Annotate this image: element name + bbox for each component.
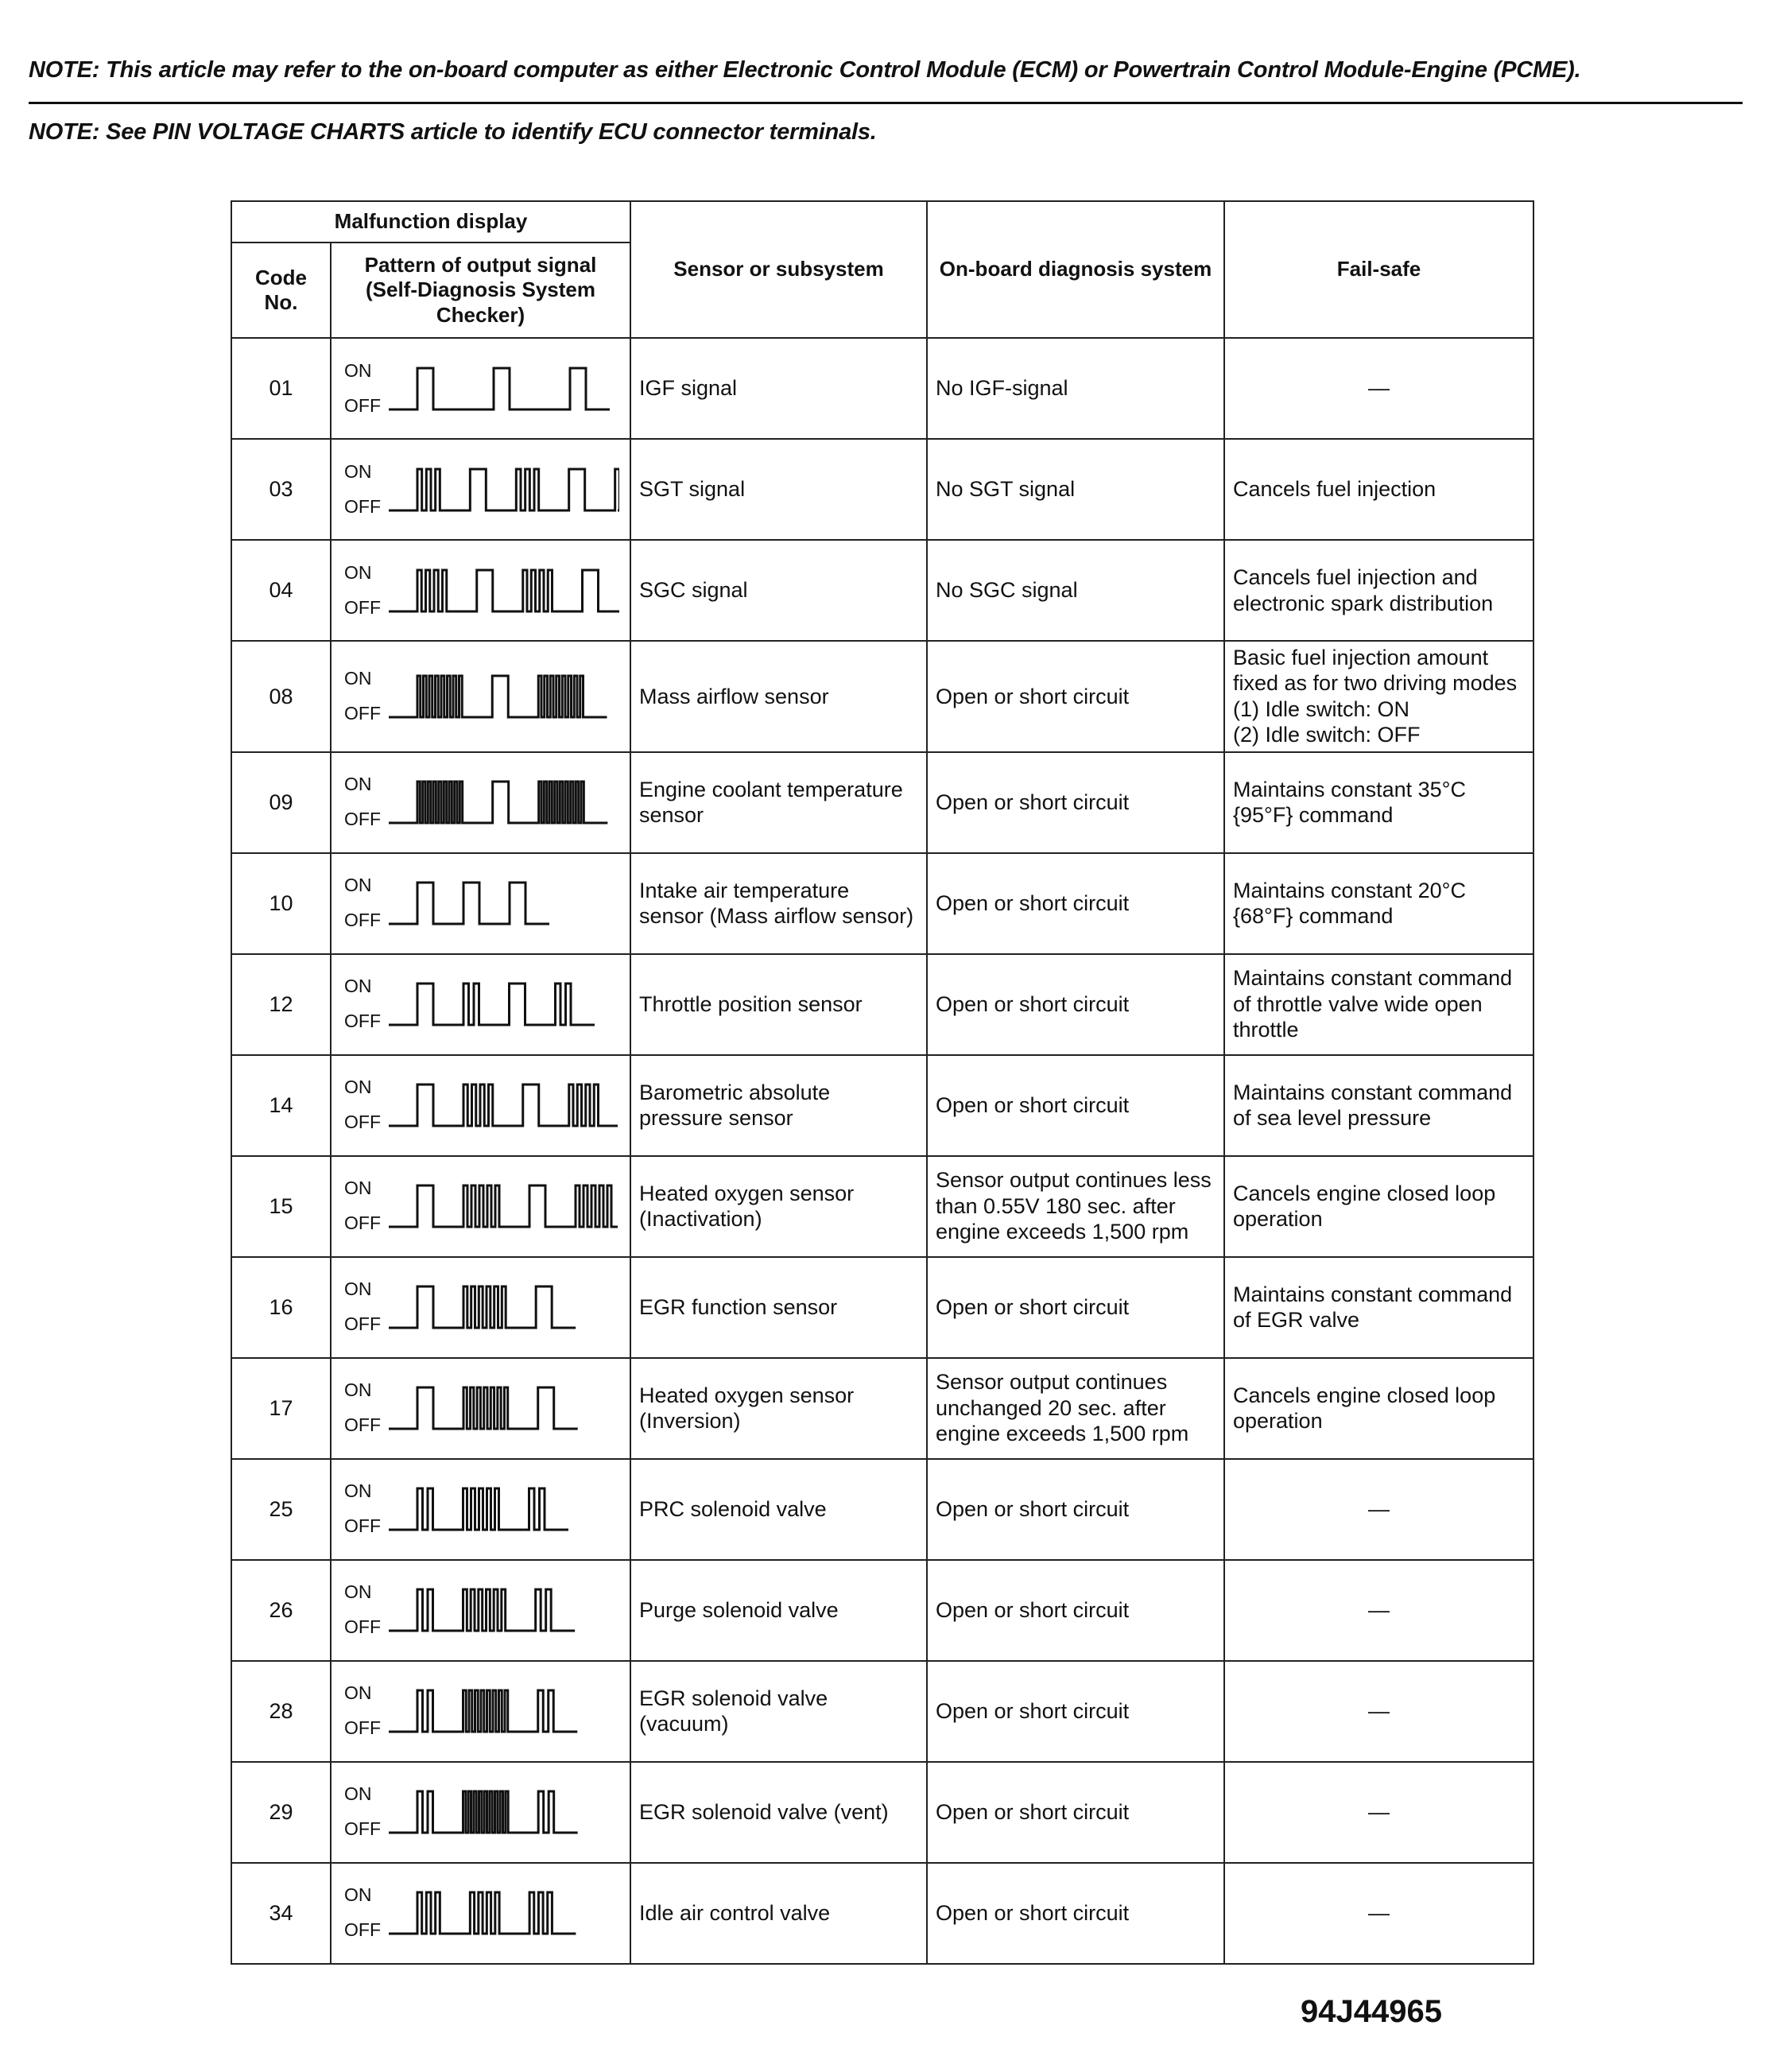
failsafe-cell: — [1224, 1459, 1533, 1560]
failsafe-cell: Basic fuel injection amount fixed as for two driving modes (1) Idle switch: ON (2) Idle switch: OFF [1224, 641, 1533, 752]
failsafe-cell: — [1224, 1863, 1533, 1964]
waveform-icon [389, 1578, 619, 1642]
failsafe-cell: — [1224, 338, 1533, 439]
table-row [231, 439, 1533, 540]
waveform-line [389, 984, 595, 1025]
failsafe-cell: Cancels fuel injection and electronic spark distribution [1224, 540, 1533, 641]
diagnosis-cell: Open or short circuit [927, 1863, 1224, 1964]
table-row [231, 752, 1533, 853]
failsafe-cell: Cancels fuel injection [1224, 439, 1533, 540]
waveform-line [389, 1690, 577, 1732]
signal-pattern-cell [331, 1863, 630, 1964]
diagnosis-cell: Open or short circuit [927, 1762, 1224, 1863]
on-label: ON [344, 875, 372, 896]
header-pattern: Pattern of output signal (Self-Diagnosis System Checker) [331, 243, 630, 338]
failsafe-cell: Maintains constant command of sea level pressure [1224, 1055, 1533, 1156]
waveform-icon [389, 770, 619, 834]
waveform-line [389, 1791, 578, 1833]
code-cell: 25 [231, 1459, 331, 1560]
sensor-cell: Heated oxygen sensor (Inactivation) [630, 1156, 927, 1257]
on-label: ON [344, 976, 372, 997]
code-cell: 26 [231, 1560, 331, 1661]
on-label: ON [344, 1480, 372, 1502]
signal-pattern-cell [331, 853, 630, 954]
header-code: Code No. [231, 243, 331, 338]
table-row [231, 853, 1533, 954]
signal-pattern-cell [331, 540, 630, 641]
waveform-line [389, 676, 607, 717]
signal-pattern-cell [331, 1156, 630, 1257]
on-label: ON [344, 460, 372, 482]
off-label: OFF [344, 394, 381, 416]
waveform-icon [389, 1477, 619, 1541]
failsafe-cell: Cancels engine closed loop operation [1224, 1358, 1533, 1459]
waveform-icon [389, 357, 619, 421]
on-label: ON [344, 359, 372, 381]
on-label: ON [344, 667, 372, 689]
off-label: OFF [344, 1112, 381, 1133]
off-label: OFF [344, 702, 381, 724]
off-label: OFF [344, 1818, 381, 1840]
sensor-cell: Engine coolant temperature sensor [630, 752, 927, 853]
code-cell: 28 [231, 1661, 331, 1762]
diagnosis-cell: Sensor output continues less than 0.55V 180 sec. after engine exceeds 1,500 rpm [927, 1156, 1224, 1257]
off-label: OFF [344, 910, 381, 931]
signal-pattern-cell [331, 752, 630, 853]
code-cell: 29 [231, 1762, 331, 1863]
failsafe-cell: — [1224, 1560, 1533, 1661]
diagnosis-cell: Open or short circuit [927, 1257, 1224, 1358]
off-label: OFF [344, 1515, 381, 1537]
off-label: OFF [344, 1919, 381, 1941]
on-label: ON [344, 561, 372, 583]
table-row [231, 954, 1533, 1055]
off-label: OFF [344, 1213, 381, 1234]
on-label: ON [344, 1682, 372, 1704]
waveform-icon [389, 1780, 619, 1844]
waveform-icon [389, 972, 619, 1036]
diagnosis-cell: Open or short circuit [927, 853, 1224, 954]
waveform-line [389, 1085, 618, 1126]
signal-pattern-cell [331, 338, 630, 439]
diagnosis-cell: Open or short circuit [927, 1459, 1224, 1560]
header-failsafe: Fail-safe [1224, 201, 1533, 338]
on-label: ON [344, 1279, 372, 1300]
waveform-icon [389, 665, 619, 728]
waveform-icon [389, 1275, 619, 1339]
code-cell: 10 [231, 853, 331, 954]
off-label: OFF [344, 596, 381, 618]
waveform-icon [389, 1073, 619, 1137]
diagnosis-cell: No IGF-signal [927, 338, 1224, 439]
waveform-line [389, 883, 549, 924]
signal-pattern-cell [331, 1762, 630, 1863]
sensor-cell: Heated oxygen sensor (Inversion) [630, 1358, 927, 1459]
failsafe-cell: — [1224, 1661, 1533, 1762]
diagnosis-cell: No SGC signal [927, 540, 1224, 641]
signal-pattern-cell [331, 1560, 630, 1661]
on-label: ON [344, 1884, 372, 1906]
signal-pattern-cell [331, 1661, 630, 1762]
diagnosis-cell: Open or short circuit [927, 1661, 1224, 1762]
diagnosis-cell: Open or short circuit [927, 752, 1224, 853]
failsafe-cell: Maintains constant command of throttle valve wide open throttle [1224, 954, 1533, 1055]
sensor-cell: PRC solenoid valve [630, 1459, 927, 1560]
table-row [231, 1560, 1533, 1661]
code-cell: 15 [231, 1156, 331, 1257]
sensor-cell: Intake air temperature sensor (Mass airflow sensor) [630, 853, 927, 954]
waveform-icon [389, 1881, 619, 1945]
failsafe-cell: Maintains constant 35°C {95°F} command [1224, 752, 1533, 853]
table-row [231, 641, 1533, 752]
sensor-cell: EGR solenoid valve (vacuum) [630, 1661, 927, 1762]
table-row [231, 1762, 1533, 1863]
waveform-icon [389, 1679, 619, 1743]
failsafe-cell: Cancels engine closed loop operation [1224, 1156, 1533, 1257]
code-cell: 04 [231, 540, 331, 641]
sensor-cell: Purge solenoid valve [630, 1560, 927, 1661]
signal-pattern-cell [331, 954, 630, 1055]
waveform-line [389, 469, 619, 510]
waveform-icon [389, 1174, 619, 1238]
waveform-line [389, 368, 610, 409]
off-label: OFF [344, 809, 381, 830]
diagnosis-cell: Open or short circuit [927, 1055, 1224, 1156]
on-label: ON [344, 774, 372, 795]
waveform-icon [389, 559, 619, 623]
code-cell: 16 [231, 1257, 331, 1358]
on-label: ON [344, 1783, 372, 1805]
header-sensor: Sensor or subsystem [630, 201, 927, 338]
diagnosis-cell: No SGT signal [927, 439, 1224, 540]
note-ecm-pcme: NOTE: This article may refer to the on-board computer as either Electronic Control Module (ECM) or Powertrain Control Module-Engine (PCME). [29, 57, 1581, 83]
figure-id: 94J44965 [1301, 1994, 1442, 2029]
off-label: OFF [344, 1313, 381, 1335]
table-body [231, 338, 1533, 1964]
on-label: ON [344, 1077, 372, 1098]
signal-pattern-cell [331, 1055, 630, 1156]
failsafe-cell: — [1224, 1762, 1533, 1863]
failsafe-cell: Maintains constant command of EGR valve [1224, 1257, 1533, 1358]
table-row [231, 338, 1533, 439]
table-row [231, 1156, 1533, 1257]
code-cell: 17 [231, 1358, 331, 1459]
table-row [231, 1459, 1533, 1560]
code-cell: 01 [231, 338, 331, 439]
code-cell: 09 [231, 752, 331, 853]
off-label: OFF [344, 1011, 381, 1032]
malfunction-code-table [231, 200, 1534, 1965]
on-label: ON [344, 1581, 372, 1603]
code-cell: 14 [231, 1055, 331, 1156]
waveform-line [389, 570, 619, 611]
waveform-line [389, 1387, 578, 1429]
diagnosis-cell: Open or short circuit [927, 954, 1224, 1055]
sensor-cell: EGR solenoid valve (vent) [630, 1762, 927, 1863]
waveform-line [389, 1892, 576, 1934]
waveform-line [389, 1185, 618, 1227]
diagnosis-cell: Open or short circuit [927, 641, 1224, 752]
table-row [231, 1055, 1533, 1156]
code-cell: 12 [231, 954, 331, 1055]
waveform-icon [389, 871, 619, 935]
code-cell: 03 [231, 439, 331, 540]
table-row [231, 1863, 1533, 1964]
code-cell: 08 [231, 641, 331, 752]
code-cell: 34 [231, 1863, 331, 1964]
sensor-cell: Barometric absolute pressure sensor [630, 1055, 927, 1156]
header-diagnosis: On-board diagnosis system [927, 201, 1224, 338]
signal-pattern-cell [331, 1358, 630, 1459]
table-row [231, 1257, 1533, 1358]
waveform-line [389, 1589, 575, 1631]
divider [29, 102, 1743, 104]
on-label: ON [344, 1379, 372, 1401]
diagnosis-cell: Sensor output continues unchanged 20 sec. after engine exceeds 1,500 rpm [927, 1358, 1224, 1459]
sensor-cell: SGC signal [630, 540, 927, 641]
sensor-cell: IGF signal [630, 338, 927, 439]
off-label: OFF [344, 1616, 381, 1638]
off-label: OFF [344, 495, 381, 517]
sensor-cell: EGR function sensor [630, 1257, 927, 1358]
sensor-cell: Mass airflow sensor [630, 641, 927, 752]
signal-pattern-cell [331, 1257, 630, 1358]
signal-pattern-cell [331, 439, 630, 540]
waveform-line [389, 1488, 568, 1530]
waveform-icon [389, 458, 619, 522]
sensor-cell: SGT signal [630, 439, 927, 540]
sensor-cell: Idle air control valve [630, 1863, 927, 1964]
off-label: OFF [344, 1717, 381, 1739]
header-malfunction-display: Malfunction display [231, 201, 630, 243]
failsafe-cell: Maintains constant 20°C {68°F} command [1224, 853, 1533, 954]
note-pin-voltage: NOTE: See PIN VOLTAGE CHARTS article to identify ECU connector terminals. [29, 119, 877, 145]
sensor-cell: Throttle position sensor [630, 954, 927, 1055]
on-label: ON [344, 1178, 372, 1199]
table-row [231, 1358, 1533, 1459]
table-row [231, 1661, 1533, 1762]
waveform-line [389, 1286, 576, 1328]
table-row [231, 540, 1533, 641]
waveform-icon [389, 1376, 619, 1440]
diagnosis-cell: Open or short circuit [927, 1560, 1224, 1661]
waveform-line [389, 782, 607, 823]
signal-pattern-cell [331, 641, 630, 752]
off-label: OFF [344, 1414, 381, 1436]
signal-pattern-cell [331, 1459, 630, 1560]
